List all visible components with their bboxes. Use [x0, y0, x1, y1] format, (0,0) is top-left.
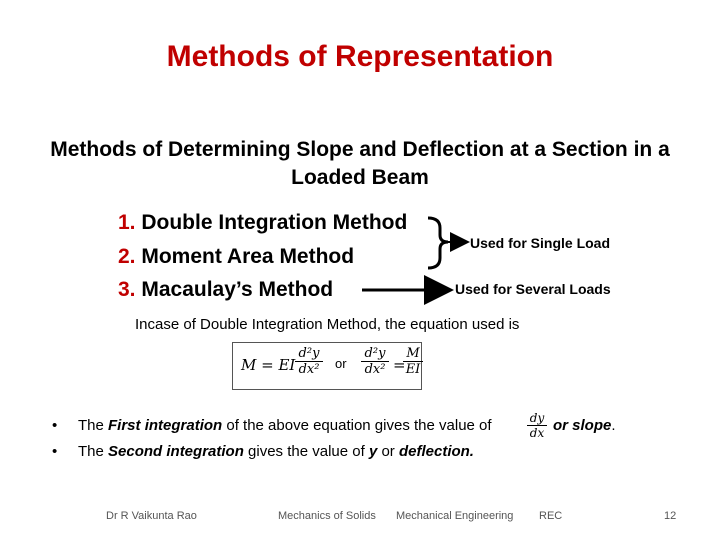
- fraction-denominator: dx: [527, 425, 547, 440]
- bullet-emphasis: or slope: [553, 417, 612, 434]
- bullet-emphasis: Second integration: [108, 443, 244, 460]
- equation-or: or: [335, 356, 347, 371]
- method-number: 3.: [118, 278, 136, 301]
- fraction-d2y-dx2-second: [361, 346, 389, 377]
- bullet-emphasis: y: [368, 443, 378, 460]
- footer-course: Mechanics of Solids: [278, 510, 376, 522]
- fraction-d2y-dx2: [295, 346, 323, 377]
- method-label: Double Integration Method: [141, 211, 408, 234]
- fraction-numerator: d²y: [364, 346, 386, 361]
- method-number: 1.: [118, 211, 136, 234]
- fraction-m-ei: [403, 346, 423, 377]
- equation-intro-text: Incase of Double Integration Method, the equation used is: [135, 316, 520, 333]
- equation-lhs: M = EI: [241, 356, 296, 374]
- fraction-numerator: M: [406, 346, 420, 361]
- footer-page-number: 12: [664, 510, 677, 522]
- bullet-text: The: [78, 417, 109, 434]
- bullet-text: of the above equation gives the value of: [222, 417, 492, 434]
- bullet-first-integration: [52, 417, 492, 434]
- equation-box: [232, 342, 422, 390]
- slope-text: [553, 417, 616, 434]
- footer-author: Dr R Vaikunta Rao: [106, 510, 197, 522]
- fraction-denominator: dx²: [295, 361, 323, 377]
- footer-institution: REC: [539, 510, 563, 522]
- bullet-second-integration: [52, 443, 474, 460]
- footer-department: Mechanical Engineering: [396, 510, 514, 522]
- slide-title: Methods of Representation: [166, 40, 554, 73]
- right-brace: [428, 218, 448, 268]
- single-load-note: Used for Single Load: [470, 235, 611, 251]
- fraction-numerator: d²y: [298, 346, 320, 361]
- bullet-dot-icon: •: [52, 417, 58, 434]
- bullet-emphasis: First integration: [108, 417, 223, 434]
- fraction-denominator: EI: [403, 361, 423, 377]
- equation-equals: =: [393, 356, 406, 374]
- fraction-dy-dx: [527, 411, 547, 440]
- bullet-emphasis: deflection.: [398, 443, 474, 460]
- bullet-text: gives the value of: [243, 443, 369, 460]
- fraction-numerator: dy: [529, 411, 545, 425]
- slide-subtitle: Methods of Determining Slope and Deflection at a Section in a Loaded Beam: [50, 138, 670, 189]
- fraction-denominator: dx²: [361, 361, 389, 377]
- method-label: Macaulay’s Method: [141, 278, 334, 301]
- bullet-text: The: [78, 443, 109, 460]
- several-loads-note: Used for Several Loads: [455, 281, 611, 297]
- bullet-dot-icon: •: [52, 443, 58, 460]
- method-number: 2.: [118, 245, 136, 268]
- bullet-text: or: [377, 443, 399, 460]
- method-label: Moment Area Method: [141, 245, 355, 268]
- bullet-text: .: [611, 417, 616, 434]
